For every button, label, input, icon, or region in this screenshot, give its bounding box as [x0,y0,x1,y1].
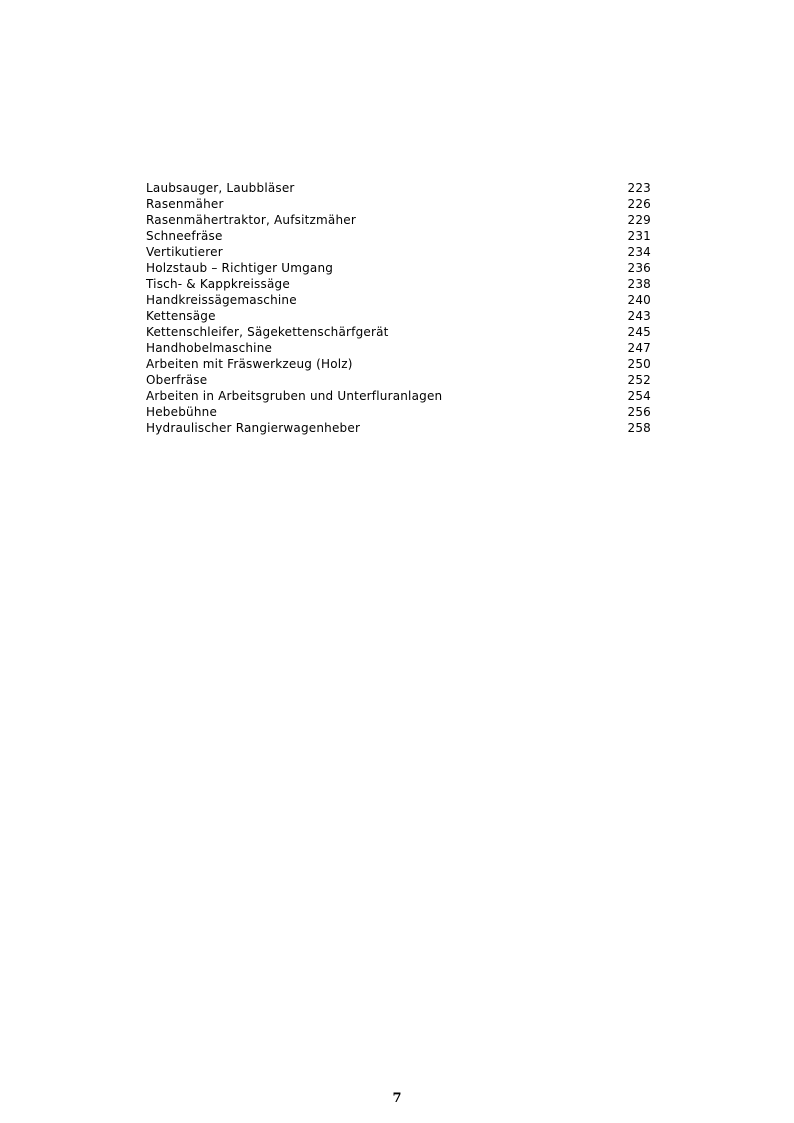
toc-entry-page: 234 [627,245,651,259]
toc-entry-page: 247 [627,341,651,355]
toc-entry [146,372,651,388]
toc-entry [146,292,651,308]
toc-entry-page: 236 [627,261,651,275]
toc-entry [146,340,651,356]
toc-entry [146,404,651,420]
toc-entry-page: 252 [627,373,651,387]
toc-entry-title: Hydraulischer Rangierwagenheber [146,421,361,435]
toc-entry-page: 256 [627,405,651,419]
toc-entry-title: Schneefräse [146,229,223,243]
toc-entry-title: Rasenmähertraktor, Aufsitzmäher [146,213,356,227]
toc-entry [146,308,651,324]
toc-entry-title: Laubsauger, Laubbläser [146,181,295,195]
toc-entry-title: Kettenschleifer, Sägekettenschärfgerät [146,325,389,339]
toc-entry [146,196,651,212]
toc-entry-title: Rasenmäher [146,197,224,211]
toc-entry [146,260,651,276]
toc-entry-title: Arbeiten mit Fräswerkzeug (Holz) [146,357,353,371]
toc-entry-page: 258 [627,421,651,435]
toc-entry [146,324,651,340]
toc-entry-page: 238 [627,277,651,291]
toc-entry [146,180,651,196]
toc-entry [146,228,651,244]
table-of-contents [146,180,651,436]
toc-entry-title: Kettensäge [146,309,216,323]
toc-entry-title: Oberfräse [146,373,208,387]
toc-entry-page: 223 [627,181,651,195]
toc-entry-title: Arbeiten in Arbeitsgruben und Unterfluranlagen [146,389,443,403]
toc-entry-page: 243 [627,309,651,323]
toc-entry-title: Handkreissägemaschine [146,293,297,307]
toc-entry [146,420,651,436]
toc-entry-title: Handhobelmaschine [146,341,273,355]
toc-entry-page: 250 [627,357,651,371]
toc-entry-page: 231 [627,229,651,243]
toc-entry [146,212,651,228]
toc-entry-page: 245 [627,325,651,339]
toc-entry-title: Vertikutierer [146,245,223,259]
toc-entry [146,244,651,260]
toc-entry-title: Tisch- & Kappkreissäge [146,277,290,291]
toc-entry-page: 229 [627,213,651,227]
toc-entry-page: 240 [627,293,651,307]
toc-entry-page: 254 [627,389,651,403]
page-number: 7 [392,1091,402,1106]
toc-entry-title: Hebebühne [146,405,218,419]
toc-entry [146,388,651,404]
toc-entry [146,356,651,372]
toc-entry [146,276,651,292]
toc-entry-title: Holzstaub – Richtiger Umgang [146,261,334,275]
toc-entry-page: 226 [627,197,651,211]
